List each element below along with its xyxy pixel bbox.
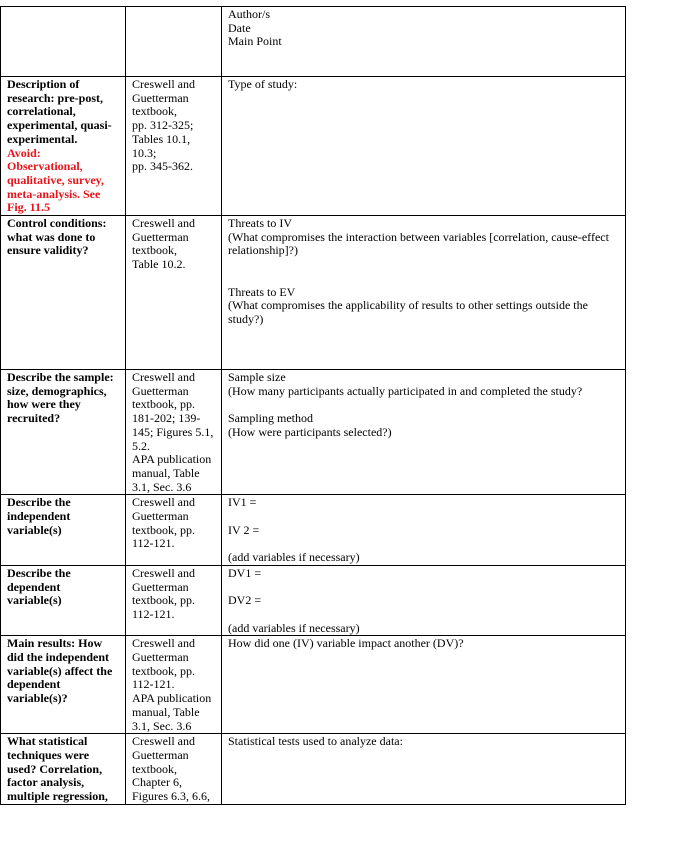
table-row-header <box>1 7 626 77</box>
row-content-sample: Sample size (How many participants actually participated in and completed the study? Sampling method (How were participants selected?) <box>222 370 626 495</box>
table-row-independent-variables <box>1 495 626 565</box>
table-row-dependent-variables <box>1 565 626 635</box>
threats-ev-label: Threats to EV <box>228 284 296 299</box>
sample-size-label: Sample size <box>228 370 286 385</box>
row-label-control: Control conditions: what was done to ensure validity? <box>1 216 126 370</box>
row-ref-control: Creswell and Guetterman textbook, Table 10.2. <box>126 216 222 370</box>
row-ref-statistics: Creswell and Guetterman textbook, Chapter 6, Figures 6.3, 6.6, <box>126 734 222 805</box>
table-row-control-conditions <box>1 216 626 370</box>
research-summary-table <box>0 6 626 805</box>
table-row-description <box>1 77 626 216</box>
date-label: Date <box>228 20 251 35</box>
row-content-statistics: Statistical tests used to analyze data: <box>222 734 626 805</box>
row-label-sample: Describe the sample: size, demographics, how were they recruited? <box>1 370 126 495</box>
row-content-main-results: How did one (IV) variable impact another (DV)? <box>222 636 626 734</box>
main-point-label: Main Point <box>228 34 282 49</box>
row-label-main-results: Main results: How did the independent variable(s) affect the dependent variable(s)? <box>1 636 126 734</box>
row-label-statistics: What statistical techniques were used? Correlation, factor analysis, multiple regression, <box>1 734 126 805</box>
row-content-control: Threats to IV (What compromises the interaction between variables [correlation, cause-effect relationship]?) Threats to EV (What compromises the applicability of results to other settings outside the study?) <box>222 216 626 370</box>
iv2-field: IV 2 = <box>228 522 260 537</box>
author-label: Author/s <box>228 7 270 21</box>
row-ref-description: Creswell and Guetterman textbook, pp. 312-325; Tables 10.1, 10.3; pp. 345-362. <box>126 77 222 216</box>
add-variables-note: (add variables if necessary) <box>228 550 360 565</box>
avoid-warning: Avoid: <box>7 145 41 160</box>
row-ref-main-results: Creswell and Guetterman textbook, pp. 112-121. APA publication manual, Table 3.1, Sec. 3.6 <box>126 636 222 734</box>
table-row-statistical-techniques <box>1 734 626 805</box>
row-label-description: Description of research: pre-post, correlational, experimental, quasi- experimental. Avoid: Observational, qualitative, survey, meta-analysis. See Fig. 11.5 <box>1 77 126 216</box>
row-ref-independent: Creswell and Guetterman textbook, pp. 112-121. <box>126 495 222 565</box>
dv2-field: DV2 = <box>228 593 262 608</box>
iv1-field: IV1 = <box>228 495 257 510</box>
row-label-dependent: Describe the dependent variable(s) <box>1 565 126 635</box>
row-content-independent <box>222 495 626 565</box>
table-row-sample <box>1 370 626 495</box>
row-label-independent: Describe the independent variable(s) <box>1 495 126 565</box>
threats-iv-label: Threats to IV <box>228 216 292 231</box>
dv1-field: DV1 = <box>228 565 262 580</box>
row-ref-dependent: Creswell and Guetterman textbook, pp. 112-121. <box>126 565 222 635</box>
header-cell-label <box>1 7 126 77</box>
add-variables-note: (add variables if necessary) <box>228 620 360 635</box>
table-row-main-results <box>1 636 626 734</box>
header-cell-ref <box>126 7 222 77</box>
row-content-description: Type of study: <box>222 77 626 216</box>
row-ref-sample: Creswell and Guetterman textbook, pp. 181-202; 139- 145; Figures 5.1, 5.2. APA publication manual, Table 3.1, Sec. 3.6 <box>126 370 222 495</box>
header-cell-content <box>222 7 626 77</box>
row-content-dependent <box>222 565 626 635</box>
sampling-method-label: Sampling method <box>228 411 313 426</box>
